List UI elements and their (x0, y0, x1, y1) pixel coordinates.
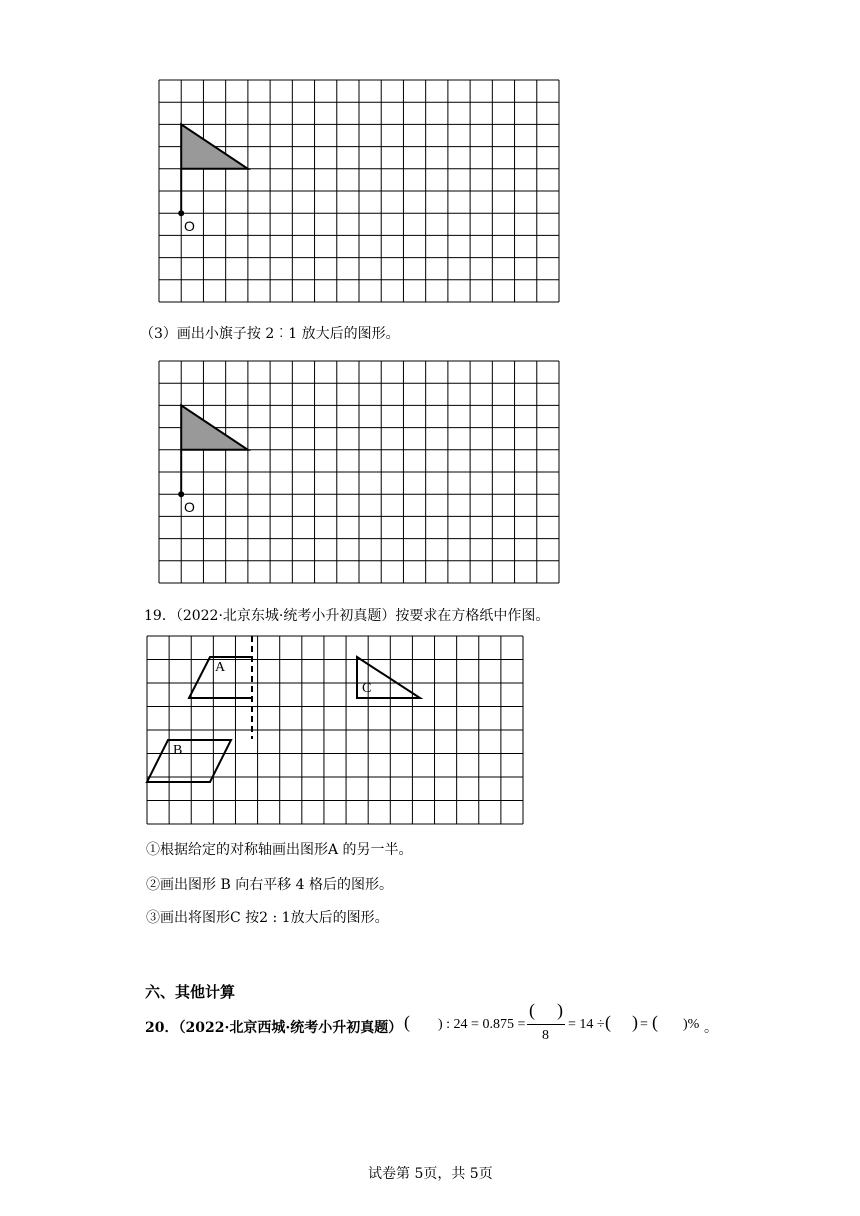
origin-label-1: O (184, 218, 195, 234)
numerator-paren-close: ) (557, 1000, 563, 1020)
blank-1-open: ( (404, 1012, 410, 1032)
shape-c-label: C (362, 681, 372, 696)
question-20-prefix: 20．（2022·北京西城·统考小升初真题） (145, 1020, 403, 1036)
q20-suffix: 。 (704, 1021, 718, 1036)
flag-grid-1 (159, 80, 559, 302)
grid-lines (147, 636, 523, 824)
q19-item-2: ②画出图形 B 向右平移 4 格后的图形。 (146, 877, 393, 893)
shape-b-parallelogram (147, 740, 231, 782)
origin-label-2: O (184, 499, 195, 515)
q19-item-1: ①根据给定的对称轴画出图形A 的另一半。 (146, 842, 413, 858)
question-19: 19．（2022·北京东城·统考小升初真题）按要求在方格纸中作图。 (144, 608, 550, 624)
numerator-paren-open: ( (529, 1000, 535, 1020)
transform-grid (147, 636, 523, 824)
fraction-bar (527, 1024, 565, 1025)
blank-3-close: ) (632, 1012, 638, 1032)
section-title: 六、其他计算 (145, 983, 236, 1001)
flag-grid-2 (159, 361, 559, 583)
fraction-blank (527, 1002, 565, 1046)
question-18-3: （3）画出小旗子按 2︰1 放大后的图形。 (140, 326, 400, 342)
q20-eq: = (640, 1017, 648, 1032)
blank-3-open: ( (605, 1012, 611, 1032)
q20-part3: )% (683, 1017, 700, 1032)
shape-a-label: A (215, 660, 226, 675)
origin-point (178, 210, 184, 216)
blank-4-open: ( (652, 1012, 658, 1032)
page-footer: 试卷第 5页，共 5页 (368, 1166, 493, 1182)
grid-lines (159, 361, 559, 583)
q20-part2: = 14 ÷ (568, 1017, 605, 1032)
grid-lines (159, 80, 559, 302)
q19-item-3: ③画出将图形C 按2 : 1放大后的图形。 (146, 910, 389, 926)
fraction-denominator: 8 (542, 1028, 549, 1043)
shape-b-label: B (173, 743, 183, 758)
origin-point (178, 491, 184, 497)
q20-part1: ) : 24 = 0.875 = (438, 1017, 526, 1032)
